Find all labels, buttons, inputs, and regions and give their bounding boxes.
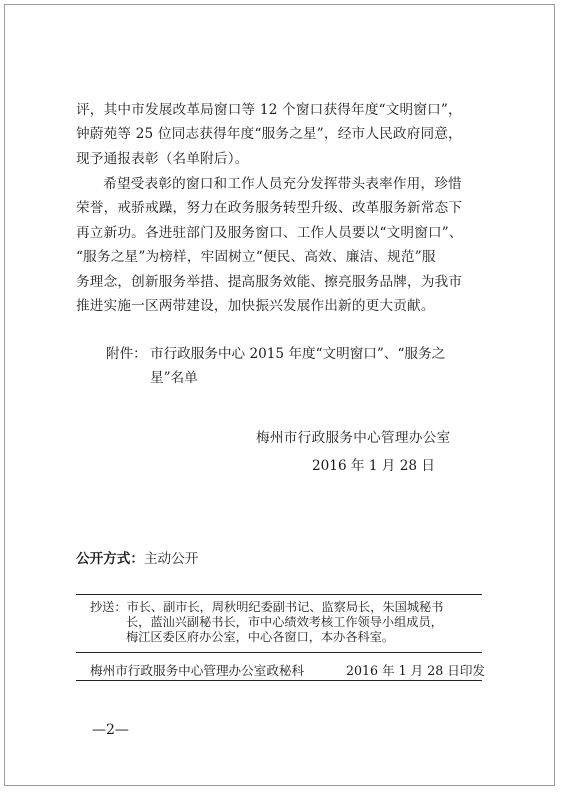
text-line: 再立新功。各进驻部门及服务窗口、工作人员要以“文明窗口”、 xyxy=(76,224,463,241)
disclosure-line xyxy=(76,547,198,567)
text-line: 希望受表彰的窗口和工作人员充分发挥带头表率作用，珍惜 xyxy=(103,176,462,192)
paragraph-2 xyxy=(76,172,494,318)
paragraph-1 xyxy=(76,98,494,171)
cc-line: 梅江区委区府办公室，中心各窗口，本办各科室。 xyxy=(126,630,395,644)
text-line: “服务之星”为榜样，牢固树立“便民、高效、廉洁、规范”服 xyxy=(76,249,436,266)
attachment-line: 星”名单 xyxy=(150,370,198,387)
text-line: 现予通报表彰（名单附后）。 xyxy=(76,150,249,167)
text-line: 推进实施一区两带建设，加快振兴发展作出新的更大贡献。 xyxy=(76,298,435,315)
divider xyxy=(76,652,482,653)
disclosure-value: 主动公开 xyxy=(143,551,199,567)
cc-line xyxy=(90,600,474,615)
text-line: 务理念，创新服务举措、提高服务效能、擦亮服务品牌，为我市 xyxy=(76,273,463,290)
text-line: 钟蔚苑等 25 位同志获得年度“服务之星”，经市人民政府同意， xyxy=(76,126,462,143)
cc-block xyxy=(90,600,474,645)
divider xyxy=(76,594,482,595)
cc-line: 长，蓝汕兴副秘书长，市中心绩效考核工作领导小组成员， xyxy=(126,615,443,629)
signature-date: 2016 年 1 月 28 日 xyxy=(312,458,435,474)
issuer: 梅州市行政服务中心管理办公室政秘科 xyxy=(90,663,305,678)
attachment-label: 附件： xyxy=(106,346,147,362)
cc-label: 抄送： xyxy=(90,600,127,614)
cc-text: 市长、副市长，周秋明纪委副书记、监察局长，朱国城秘书 xyxy=(126,600,444,614)
disclosure-label: 公开方式： xyxy=(76,551,144,567)
attachment-line: 市行政服务中心 2015 年度“文明窗口”、“服务之 xyxy=(150,346,446,362)
issue-date: 2016 年 1 月 28 日印发 xyxy=(346,663,486,678)
attachment-note xyxy=(106,342,486,391)
signature-org: 梅州市行政服务中心管理办公室 xyxy=(256,430,451,446)
text-line: 荣誉，戒骄戒躁，努力在政务服务转型升级、改革服务新常态下 xyxy=(76,200,463,217)
text-line: 评，其中市发展改革局窗口等 12 个窗口获得年度“文明窗口”， xyxy=(76,102,462,118)
page-number: —2— xyxy=(92,722,129,738)
divider xyxy=(76,680,482,681)
